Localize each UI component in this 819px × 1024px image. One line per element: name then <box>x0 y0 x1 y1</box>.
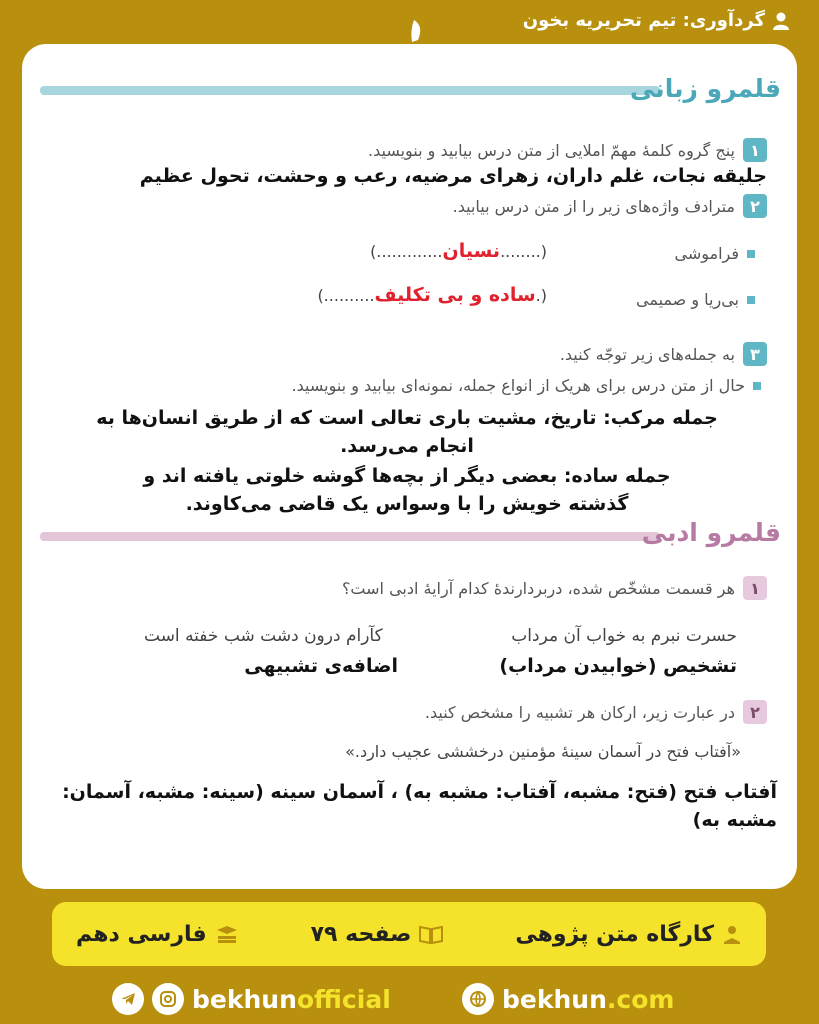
open-book-icon <box>419 924 443 944</box>
lit-q1-text: هر قسمت مشخّص شده، دربردارندهٔ کدام آرایهٔ ادبی است؟ <box>341 578 735 598</box>
lit-q2-text: در عبارت زیر، ارکان هر تشبیه را مشخص کنید. <box>424 702 735 722</box>
lang-q2 <box>453 194 767 218</box>
social-handle[interactable] <box>112 983 391 1015</box>
site-text: bekhun.com <box>502 984 675 1014</box>
handle-text: bekhunofficial <box>192 984 391 1014</box>
compiler-text: گردآوری: تیم تحریریه بخون <box>522 10 765 31</box>
footer-info-box <box>52 902 766 966</box>
section1-title: قلمرو زبانی <box>630 74 781 103</box>
instagram-icon[interactable] <box>152 983 184 1015</box>
synonym-word: فراموشی <box>674 244 739 263</box>
bullet-icon <box>747 250 755 258</box>
simile-quote: «آفتاب فتح در آسمان سینهٔ مؤمنین درخششی عجیب دارد.» <box>345 742 741 761</box>
compiler-credit <box>523 10 789 31</box>
globe-icon[interactable] <box>462 983 494 1015</box>
synonym-word: بی‌ریا و صمیمی <box>636 290 739 309</box>
lang-q3 <box>560 342 767 366</box>
synonym-row-2 <box>636 290 755 309</box>
lang-q1 <box>368 138 767 162</box>
simple-sentence-answer: جمله ساده: بعضی دیگر از بچه‌ها گوشه خلوتی یافته اند و گذشته خویش را با وسواس یک قاضی می‌کاوند. <box>143 465 671 515</box>
lang-q2-number: ۲ <box>743 194 767 218</box>
bullet-icon <box>747 296 755 304</box>
lang-q3-number: ۳ <box>743 342 767 366</box>
verse-left: کآرام درون دشت شب خفته است <box>144 626 383 646</box>
lang-q1-text: پنج گروه کلمهٔ مهمّ املایی از متن درس بیابید و بنویسید. <box>368 140 735 160</box>
page-label: صفحه ۷۹ <box>311 922 444 947</box>
section2-title: قلمرو ادبی <box>641 518 781 547</box>
worksheet-card <box>22 44 797 889</box>
lit-q2-number: ۲ <box>743 700 767 724</box>
verse-right: حسرت نبرم به خواب آن مرداب <box>511 626 737 646</box>
synonym-answer-text: نسیان <box>442 240 501 262</box>
lang-q2-text: مترادف واژه‌های زیر را از متن درس بیابید. <box>452 196 735 216</box>
lang-q1-answer: جلیقه نجات، غلم داران، زهرای مرضیه، رعب و وحشت، تحول عظیم <box>139 165 767 187</box>
lang-q1-number: ۱ <box>743 138 767 162</box>
synonym-row-1 <box>675 244 756 263</box>
person-icon <box>773 12 789 30</box>
section1-underline <box>40 86 660 95</box>
lit-q1-number: ۱ <box>743 576 767 600</box>
compound-sentence-answer: جمله مرکب: تاریخ، مشیت باری تعالی است که از طریق انسان‌ها به انجام می‌رسد. <box>96 407 718 457</box>
website-link[interactable] <box>462 983 674 1015</box>
verse-answer-right: تشخیص (خوابیدن مرداب) <box>499 655 737 677</box>
synonym-answer-text: ساده و بی تکلیف <box>374 284 536 306</box>
bullet-icon <box>753 382 761 390</box>
lang-q3-sub <box>292 376 761 395</box>
lang-q3-sub-text: حال از متن درس برای هریک از انواع جمله، نمونه‌ای بیابید و بنویسید. <box>291 376 745 395</box>
telegram-icon[interactable] <box>112 983 144 1015</box>
simile-answer: آفتاب فتح (فتح: مشبه، آفتاب: مشبه به) ، آسمان سینه (سینه: مشبه، آسمان: مشبه به) <box>62 781 777 831</box>
reader-icon <box>722 924 742 944</box>
synonym-answer-2: (.ساده و بی تکلیف..........) <box>317 284 547 306</box>
section2-underline <box>40 532 660 541</box>
graduation-books-icon <box>215 924 239 944</box>
lang-q3-text: به جمله‌های زیر توجّه کنید. <box>559 344 735 364</box>
verse-answer-left: اضافه‌ی تشبیهی <box>244 655 398 677</box>
synonym-answer-1: (........نسیان.............) <box>370 240 547 262</box>
book-label: فارسی دهم <box>76 922 239 947</box>
workshop-label: کارگاه متن پژوهی <box>515 922 742 947</box>
lit-q2 <box>425 700 767 724</box>
lit-q1 <box>342 576 767 600</box>
